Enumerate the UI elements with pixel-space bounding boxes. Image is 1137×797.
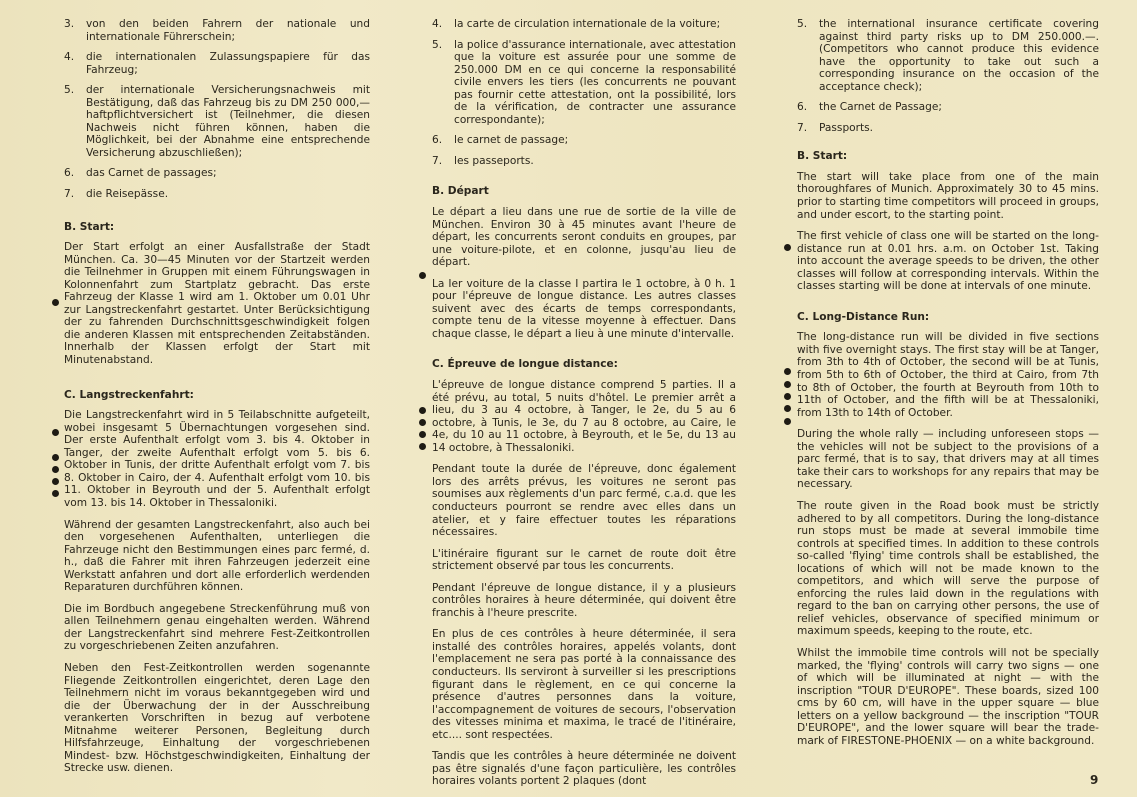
paragraph: Le départ a lieu dans une rue de sortie de la ville de München. Environ 30 à 45 minutes avant l'heure de départ, les concurrents seront conduits en groupes, par une voiture-pilote, et en colonne, jusqu'au lieu de départ. <box>432 206 736 269</box>
margin-bullet <box>784 405 791 412</box>
paragraph: La Ier voiture de la classe I partira le 1 octobre, à 0 h. 1 pour l'épreuve de longue distance. Les autres classes suivent avec des écarts de temps correspondants, compte tenu de la vitesse moyenne à effectuer. Dans chaque classe, le départ a lieu à une minute d'intervalle. <box>432 277 736 340</box>
margin-bullet <box>419 419 426 426</box>
paragraph: During the whole rally — including unforeseen stops — the vehicles will not be subject to the provisions of a parc fermé, that is to say, that drivers may at all times take their cars to workshops for any repairs that may be necessary. <box>797 428 1099 491</box>
item-text: la police d'assurance internationale, avec attestation que la voiture est assurée pour une somme de 250.000 DM en ce qui concerne la responsabilité civile envers les tiers (les concurrents ne pouvant pas fournir cette attestation, ont la possibilité, lors de la vérification, de contracter une assurance correspondante); <box>454 38 736 126</box>
item-text: das Carnet de passages; <box>86 167 217 180</box>
paragraph: The long-distance run will be divided in five sections with five overnight stays. The first stay will be at Tanger, from 3th to 4th of October, the second will be at Tunis, from 5th to 6th of October, the third at Cairo, from 7th to 8th of October, the fourth at Beyrouth from 10th to 11th of October, and the fifth will be at Thessaloniki, from 13th to 14th of October. <box>797 331 1099 419</box>
margin-bullet <box>784 418 791 425</box>
list-item <box>797 122 1099 135</box>
paragraph: Neben den Fest-Zeitkontrollen werden sogenannte Fliegende Zeitkontrollen eingerichtet, deren Lage den Teilnehmern nicht im voraus bekanntgegeben wird und die der Überwachung der in der Ausschreibung verankerten Vorschriften in bezug auf verbotene Mitnahme weiterer Personen, Begleitung durch Hilfsfahrzeuge, Einhaltung der vorgeschriebenen Mindest- bzw. Höchstgeschwindigkeiten, Einhaltung der Strecke usw. dienen. <box>64 661 370 775</box>
paragraph: Pendant l'épreuve de longue distance, il y a plusieurs contrôles horaires à heure déterminée, qui doivent être franchis à l'heure prescrite. <box>432 581 736 619</box>
list-item <box>797 101 1099 114</box>
list-item <box>797 18 1099 93</box>
margin-bullet <box>784 244 791 251</box>
paragraph: The route given in the Road book must be strictly adhered to by all competitors. During the long-distance run stops must be made at several immobile time controls at specified times. In addition to these controls so-called 'flying' time controls shall be established, the locations of which will not be made known to the competitors, and which will serve the purpose of enforcing the rules laid down in the regulations with regard to the ban on carrying other persons, the use of relief vehicles, observance of specified minimum or maximum speeds, keeping to the route, etc. <box>797 499 1099 638</box>
paragraph: En plus de ces contrôles à heure déterminée, il sera installé des contrôles horaires, appelés volants, dont l'emplacement ne sera pas porté à la connaissance des conducteurs. Ils serviront à surveiller si les prescriptions figurant dans le règlement, en ce qui concerne la présence d'autres personnes dans la voiture, l'accompagnement de voitures de secours, l'observation des vitesses minima et maxima, le tracé de l'itinéraire, etc.... sont respectées. <box>432 628 736 741</box>
list-item <box>432 39 736 127</box>
item-number: 3. <box>64 18 75 30</box>
margin-bullet <box>784 368 791 375</box>
paragraph: L'épreuve de longue distance comprend 5 parties. Il a été prévu, au total, 5 nuits d'hôtel. Le premier arrêt a lieu, du 3 au 4 octobre, à Tanger, le 2e, du 5 au 6 octobre, à Tunis, le 3e, du 7 au 8 octobre, au Caire, le 4e, du 10 au 11 octobre, à Beyrouth, et le 5e, du 13 au 14 octobre, à Thessaloniki. <box>432 379 736 454</box>
page-number: 9 <box>1090 773 1099 787</box>
column-french <box>432 18 736 797</box>
item-text: die Reisepässe. <box>86 188 169 201</box>
item-text: the international insurance certificate covering against third party risks up to DM 250.000.—. (Competitors who cannot produce this evidence have the opportunity to take out such a corresponding insurance on the occasion of the acceptance check); <box>819 18 1099 93</box>
margin-bullet <box>419 431 426 438</box>
item-text: der internationale Versicherungsnachweis mit Bestätigung, daß das Fahrzeug bis zu DM 250 000,— haftpflichtversichert ist (Teilnehmer, die diesen Nachweis nicht führen können, haben die Möglichkeit, bei der Abnahme eine entsprechende Versicherung abzuschließen); <box>86 84 370 159</box>
margin-bullet <box>52 478 59 485</box>
item-text: la carte de circulation internationale de la voiture; <box>454 18 721 30</box>
paragraph: Tandis que les contrôles à heure déterminée ne doivent pas être signalés d'une façon particulière, les contrôles horaires volants portent 2 plaques (dont <box>432 750 736 788</box>
margin-bullet <box>52 466 59 473</box>
item-text: Passports. <box>819 121 874 134</box>
margin-bullet <box>52 490 59 497</box>
list-item <box>64 18 370 43</box>
margin-bullet <box>784 381 791 388</box>
margin-bullet <box>784 393 791 400</box>
item-number: 6. <box>432 134 443 147</box>
paragraph: Der Start erfolgt an einer Ausfallstraße der Stadt München. Ca. 30—45 Minuten vor der Startzeit werden die Teilnehmer in Gruppen mit einem Führungswagen in Kolonnenfahrt zum Startplatz gebracht. Das erste Fahrzeug der Klasse 1 wird am 1. Oktober um 0.01 Uhr zur Langstreckenfahrt gestartet. Unter Berücksichtigung der zu fahrenden Durchschnittsgeschwindigkeit folgen die anderen Klassen mit entsprechenden Zeitabständen. Innerhalb der Klassen erfolgt der Start mit Minutenabstand. <box>64 241 370 367</box>
item-text: von den beiden Fahrern der nationale und internationale Führerschein; <box>86 18 370 43</box>
paragraph: Während der gesamten Langstreckenfahrt, also auch bei den vorgesehenen Aufenthalten, unterliegen die Fahrzeuge nicht den Bestimmungen eines parc fermé, d. h., daß die Fahrer mit ihren Fahrzeugen jederzeit eine Werkstatt anfahren und dort alle erforderlich werdenden Reparaturen durchführen können. <box>64 518 370 594</box>
column-english <box>797 18 1099 756</box>
section-heading-long-distance: C. Langstreckenfahrt: <box>64 388 194 401</box>
margin-bullet <box>419 272 426 279</box>
item-number: 7. <box>64 188 75 201</box>
paragraph: The first vehicle of class one will be started on the long-distance run at 0.01 hrs. a.m. on October 1st. Taking into account the average speeds to be driven, the other classes will follow at corresponding intervals. Within the classes starting will be done at intervals of one minute. <box>797 230 1099 293</box>
list-item <box>432 134 736 147</box>
item-number: 4. <box>432 18 443 30</box>
section-heading-depart: B. Départ <box>432 185 489 198</box>
column-german <box>64 18 370 784</box>
paragraph: Pendant toute la durée de l'épreuve, donc également lors des arrêts prévus, les voitures ne seront pas soumises aux règlements d'un parc fermé, c.a.d. que les conducteurs pourront se rendre avec elles dans un atelier, et y faire effectuer toutes les réparations nécessaires. <box>432 463 736 539</box>
section-heading-epreuve: C. Épreuve de longue distance: <box>432 358 618 371</box>
section-heading-start: B. Start: <box>797 150 848 163</box>
section-heading-long-distance: C. Long-Distance Run: <box>797 310 930 323</box>
item-number: 5. <box>64 84 75 97</box>
margin-bullet <box>52 299 59 306</box>
item-text: the Carnet de Passage; <box>819 101 942 114</box>
item-number: 7. <box>797 121 808 134</box>
item-text: le carnet de passage; <box>454 134 569 147</box>
margin-bullet <box>52 429 59 436</box>
item-number: 6. <box>64 167 75 180</box>
margin-bullet <box>419 443 426 450</box>
paragraph: L'itinéraire figurant sur le carnet de route doit être strictement observé par tous les concurrents. <box>432 547 736 573</box>
paragraph: Die Langstreckenfahrt wird in 5 Teilabschnitte aufgeteilt, wobei insgesamt 5 Übernachtungen vorgesehen sind. Der erste Aufenthalt erfolgt vom 3. bis 4. Oktober in Tanger, der zweite Aufenthalt erfolgt vom 5. bis 6. Oktober in Tunis, der dritte Aufenthalt erfolgt vom 7. bis 8. Oktober in Cairo, der 4. Aufenthalt erfolgt vom 10. bis 11. Oktober in Beyrouth und der 5. Aufenthalt erfolgt vom 13. bis 14. Oktober in Thessaloniki. <box>64 409 370 509</box>
margin-bullet <box>52 454 59 461</box>
item-number: 5. <box>432 38 443 51</box>
item-number: 4. <box>64 51 75 64</box>
section-heading-start: B. Start: <box>64 220 115 233</box>
item-number: 7. <box>432 154 443 167</box>
list-item <box>64 84 370 159</box>
list-item <box>64 167 370 180</box>
list-item <box>64 188 370 201</box>
item-number: 5. <box>797 18 808 30</box>
item-text: les passeports. <box>454 154 534 167</box>
paragraph: Whilst the immobile time controls will not be specially marked, the 'flying' controls will carry two signs — one of which will be illuminated at night — with the inscription "TOUR D'EUROPE". These boards, sized 100 cms by 60 cm, will have in the upper square — blue letters on a yellow background — the inscription "TOUR D'EUROPE", and the lower square will bear the trade-mark of FIRESTONE-PHOENIX — on a white background. <box>797 646 1099 747</box>
list-item <box>432 18 736 31</box>
list-item <box>64 51 370 76</box>
item-text: die internationalen Zulassungspapiere für das Fahrzeug; <box>86 51 370 76</box>
paragraph: The start will take place from one of the main thoroughfares of Munich. Approximately 30 to 45 mins. prior to starting time competitors will proceed in groups, and under escort, to the starting point. <box>797 170 1099 221</box>
item-number: 6. <box>797 101 808 114</box>
list-item <box>432 155 736 168</box>
paragraph: Die im Bordbuch angegebene Streckenführung muß von allen Teilnehmern genau eingehalten werden. Während der Langstreckenfahrt sind mehrere Fest-Zeitkontrollen zu vorgeschriebenen Zeiten anzufahren. <box>64 602 370 653</box>
margin-bullet <box>419 407 426 414</box>
